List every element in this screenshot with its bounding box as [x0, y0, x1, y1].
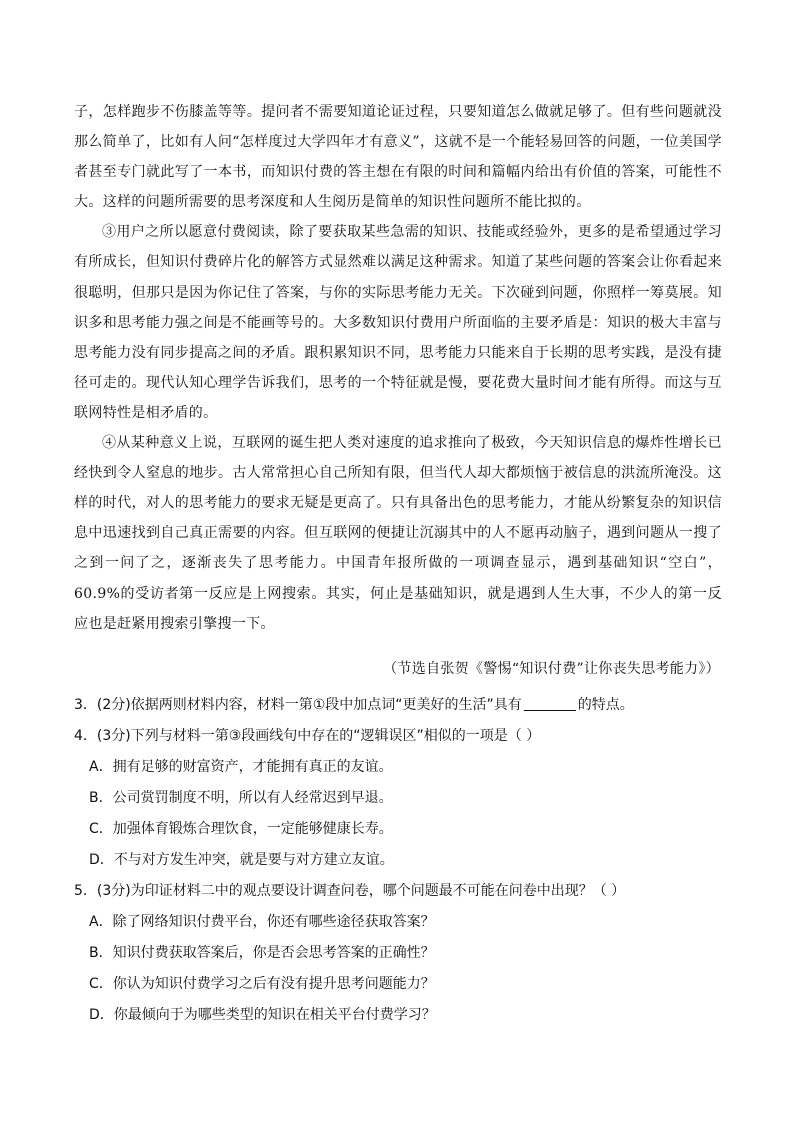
reading-passage — [74, 97, 722, 639]
question-5-option-c[interactable]: C．你认为知识付费学习之后有没有提升思考问题能力？ — [89, 976, 435, 992]
answer-blank[interactable] — [524, 696, 576, 711]
question-5-option-d[interactable]: D．你最倾向于为哪些类型的知识在相关平台付费学习？ — [89, 1007, 436, 1023]
paragraph-continued: 子，怎样跑步不伤膝盖等等。提问者不需要知道论证过程，只要知道怎么做就足够了。但有些问题就没那么简单了，比如有人问“怎样度过大学四年才有意义”，这就不是一个能轻易回答的问题，一位美国学者甚至专门就此写了一本书，而知识付费的答主想在有限的时间和篇幅内给出有价值的答案，可能性不大。这样的问题所需要的思考深度和人生阅历是简单的知识性问题所不能比拟的。 — [74, 104, 722, 211]
question-5-stem: 5．(3分)为印证材料二中的观点要设计调查问卷，哪个问题最不可能在问卷中出现？（ ） — [74, 883, 626, 899]
paragraph-3: ③用户之所以愿意付费阅读，除了要获取某些急需的知识、技能或经验外，更多的是希望通过学习有所成长，但知识付费碎片化的解答方式显然难以满足这种需求。知道了某些问题的答案会让你看起来很聪明，但那只是因为你记住了答案，与你的实际思考能力无关。下次碰到问题，你照样一筹莫展。知识多和思考能力强之间是不能画等号的。大多数知识付费用户所面临的主要矛盾是：知识的极大丰富与思考能力没有同步提高之间的矛盾。跟积累知识不同，思考能力只能来自于长期的思考实践，是没有捷径可走的。现代认知心理学告诉我们，思考的一个特征就是慢，要花费大量时间才能有所得。而这与互联网特性是相矛盾的。 — [74, 224, 722, 421]
question-3 — [74, 690, 734, 721]
question-5-option-b[interactable]: B．知识付费获取答案后，你是否会思考答案的正确性？ — [89, 945, 435, 961]
question-4-option-b[interactable]: B．公司赏罚制度不明，所以有人经常迟到早退。 — [89, 790, 393, 806]
question-4-option-d[interactable]: D．不与对方发生冲突，就是要与对方建立友谊。 — [89, 852, 394, 868]
question-3-stem-end: 的特点。 — [577, 697, 634, 713]
question-3-stem: 3．(2分)依据两则材料内容，材料一第①段中加点词“更美好的生活”具有 — [74, 697, 522, 713]
paragraph-4: ④从某种意义上说，互联网的诞生把人类对速度的追求推向了极致，今天知识信息的爆炸性增长已经快到令人窒息的地步。古人常常担心自己所知有限，但当代人却大都烦恼于被信息的洪流所淹没。这样的时代，对人的思考能力的要求无疑是更高了。只有具备出色的思考能力，才能从纷繁复杂的知识信息中迅速找到自己真正需要的内容。但互联网的便捷让沉溺其中的人不愿再动脑子，遇到问题从一搜了之到一问了之，逐渐丧失了思考能力。中国青年报所做的一项调查显示，遇到基础知识“空白”，60.9%的受访者第一反应是上网搜索。其实，何止是基础知识，就是遇到人生大事，不少人的第一反应也是赶紧用搜索引擎搜一下。 — [74, 435, 722, 632]
question-list — [74, 690, 734, 1031]
question-4-option-a[interactable]: A．拥有足够的财富资产，才能拥有真正的友谊。 — [89, 759, 393, 775]
question-5-option-a[interactable]: A．除了网络知识付费平台，你还有哪些途径获取答案？ — [89, 914, 435, 930]
question-4-option-c[interactable]: C．加强体育锻炼合理饮食，一定能够健康长寿。 — [89, 821, 393, 837]
question-4-stem: 4．(3分)下列与材料一第③段画线句中存在的“逻辑误区”相似的一项是（ ） — [74, 728, 541, 744]
source-citation: （节选自张贺《警惕“知识付费”让你丧失思考能力》） — [383, 661, 720, 677]
